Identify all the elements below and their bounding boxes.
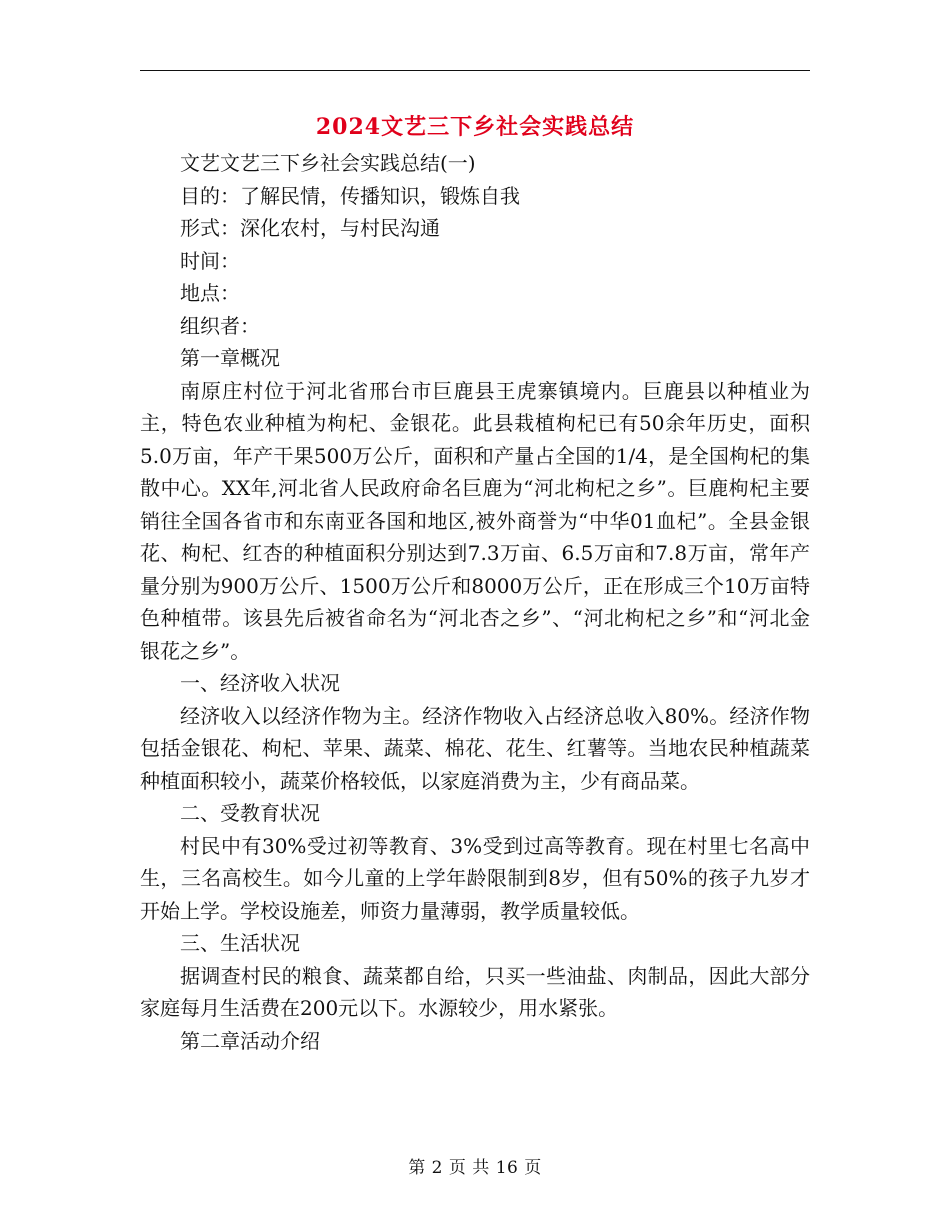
paragraph-purpose: 目的：了解民情，传播知识，锻炼自我: [180, 183, 520, 208]
paragraph-location: 地点：: [180, 281, 240, 305]
header-rule: [140, 70, 810, 71]
paragraph-time: 时间：: [180, 248, 240, 273]
section-heading-economy: 一、经济收入状况: [180, 671, 340, 695]
page-title: 2024文艺三下乡社会实践总结: [315, 114, 635, 140]
section-heading-education: 二、受教育状况: [180, 801, 320, 825]
document-body: [140, 147, 810, 1057]
paragraph-education: 村民中有30%受过初等教育、3%受到过高等教育。现在村里七名高中生，三名高校生。如今儿童的上学年龄限制到8岁，但有50%的孩子九岁才开始上学。学校设施差，师资力量薄弱，教学质量较低。: [140, 833, 810, 923]
paragraph-living: 据调查村民的粮食、蔬菜都自给，只买一些油盐、肉制品，因此大部分家庭每月生活费在200元以下。水源较少，用水紧张。: [140, 963, 810, 1020]
paragraph-overview: 南原庄村位于河北省邢台市巨鹿县王虎寨镇境内。巨鹿县以种植业为主，特色农业种植为枸杞、金银花。此县栽植枸杞已有50余年历史，面积5.0万亩，年产干果500万公斤，面积和产量占全国的1/4，是全国枸杞的集散中心。XX年,河北省人民政府命名巨鹿为“河北枸杞之乡”。巨鹿枸杞主要销往全国各省市和东南亚各国和地区,被外商誉为“中华01血杞”。全县金银花、枸杞、红杏的种植面积分别达到7.3万亩、6.5万亩和7.8万亩，常年产量分别为900万公斤、1500万公斤和8000万公斤，正在形成三个10万亩特色种植带。该县先后被省命名为“河北杏之乡”、“河北枸杞之乡”和“河北金银花之乡”。: [140, 378, 810, 663]
paragraph-economy: 经济收入以经济作物为主。经济作物收入占经济总收入80%。经济作物包括金银花、枸杞、苹果、蔬菜、棉花、花生、红薯等。当地农民种植蔬菜种植面积较小，蔬菜价格较低，以家庭消费为主，少有商品菜。: [140, 703, 810, 793]
chapter-heading-1: 第一章概况: [180, 346, 280, 370]
chapter-heading-2: 第二章活动介绍: [180, 1028, 320, 1053]
section-heading-living: 三、生活状况: [180, 931, 300, 955]
paragraph-organizer: 组织者：: [180, 313, 260, 338]
paragraph-subtitle: 文艺文艺三下乡社会实践总结(一): [180, 151, 476, 175]
paragraph-form: 形式：深化农村，与村民沟通: [180, 216, 440, 240]
page-footer: 第 2 页 共 16 页: [408, 1158, 542, 1178]
